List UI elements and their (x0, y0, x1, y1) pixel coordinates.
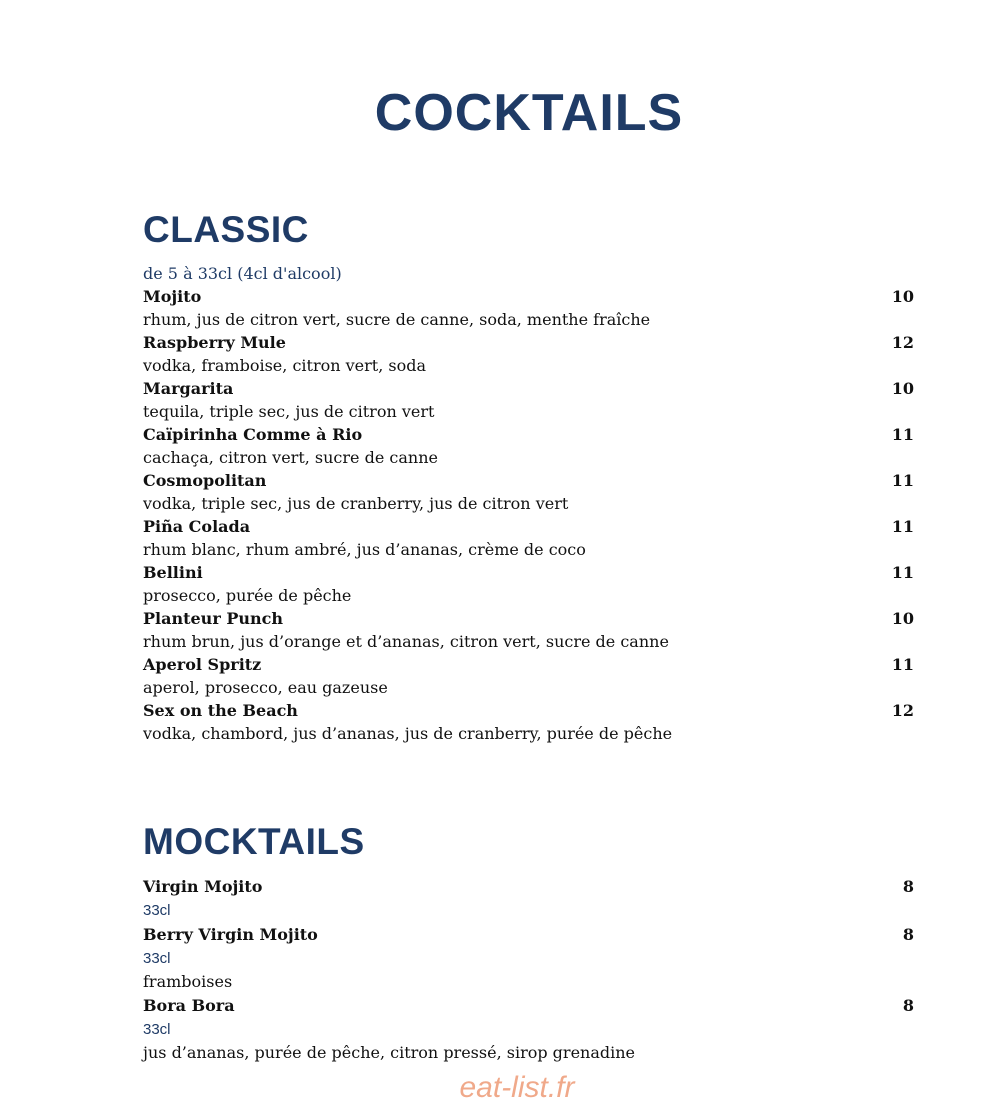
item-description: framboises (143, 972, 233, 991)
item-name: Aperol Spritz (143, 655, 262, 674)
menu-item (143, 469, 914, 515)
item-volume: 33cl (143, 950, 171, 967)
item-name: Planteur Punch (143, 609, 283, 628)
item-price: 10 (891, 379, 914, 398)
item-description: vodka, chambord, jus d’ananas, jus de cranberry, purée de pêche (143, 724, 673, 743)
item-price: 8 (902, 996, 914, 1015)
item-price: 10 (891, 287, 914, 306)
menu-item (143, 607, 914, 653)
item-description: prosecco, purée de pêche (143, 586, 352, 605)
item-price: 11 (891, 517, 914, 536)
item-name: Berry Virgin Mojito (143, 925, 318, 944)
item-price: 11 (891, 471, 914, 490)
item-price: 11 (891, 655, 914, 674)
menu-item (143, 331, 914, 377)
menu-item (143, 699, 914, 745)
classic-list (143, 262, 914, 745)
item-description: aperol, prosecco, eau gazeuse (143, 678, 388, 697)
menu-item (143, 515, 914, 561)
item-price: 12 (891, 701, 914, 720)
item-description: rhum blanc, rhum ambré, jus d’ananas, crème de coco (143, 540, 586, 559)
section-title-mocktails: MOCKTAILS (143, 820, 365, 862)
menu-item (143, 561, 914, 607)
menu-item (143, 874, 914, 922)
item-price: 11 (891, 425, 914, 444)
item-name: Virgin Mojito (143, 877, 263, 896)
item-name: Mojito (143, 287, 202, 306)
item-price: 12 (891, 333, 914, 352)
item-description: tequila, triple sec, jus de citron vert (143, 402, 435, 421)
item-description: rhum brun, jus d’orange et d’ananas, citron vert, sucre de canne (143, 632, 669, 651)
item-name: Caïpirinha Comme à Rio (143, 425, 363, 444)
item-description: rhum, jus de citron vert, sucre de canne, soda, menthe fraîche (143, 310, 651, 329)
item-description: vodka, triple sec, jus de cranberry, jus de citron vert (143, 494, 569, 513)
section-title-classic: CLASSIC (143, 208, 309, 250)
classic-serving-note: de 5 à 33cl (4cl d'alcool) (143, 264, 342, 283)
item-name: Margarita (143, 379, 234, 398)
item-name: Bora Bora (143, 996, 235, 1015)
item-price: 10 (891, 609, 914, 628)
item-volume: 33cl (143, 1021, 171, 1038)
item-name: Sex on the Beach (143, 701, 298, 720)
item-description: vodka, framboise, citron vert, soda (143, 356, 427, 375)
item-description: cachaça, citron vert, sucre de canne (143, 448, 438, 467)
item-price: 8 (902, 925, 914, 944)
item-name: Piña Colada (143, 517, 251, 536)
item-volume: 33cl (143, 902, 171, 919)
menu-item (143, 377, 914, 423)
watermark: eat-list.fr (459, 1071, 575, 1104)
menu-item (143, 993, 914, 1064)
item-name: Bellini (143, 563, 203, 582)
menu-item (143, 423, 914, 469)
item-name: Raspberry Mule (143, 333, 286, 352)
mocktails-list (143, 874, 914, 1064)
item-name: Cosmopolitan (143, 471, 267, 490)
page-title: COCKTAILS (374, 83, 684, 142)
menu-item (143, 285, 914, 331)
menu-item (143, 922, 914, 993)
item-price: 11 (891, 563, 914, 582)
item-description: jus d’ananas, purée de pêche, citron pressé, sirop grenadine (143, 1043, 636, 1062)
menu-item (143, 653, 914, 699)
item-price: 8 (902, 877, 914, 896)
